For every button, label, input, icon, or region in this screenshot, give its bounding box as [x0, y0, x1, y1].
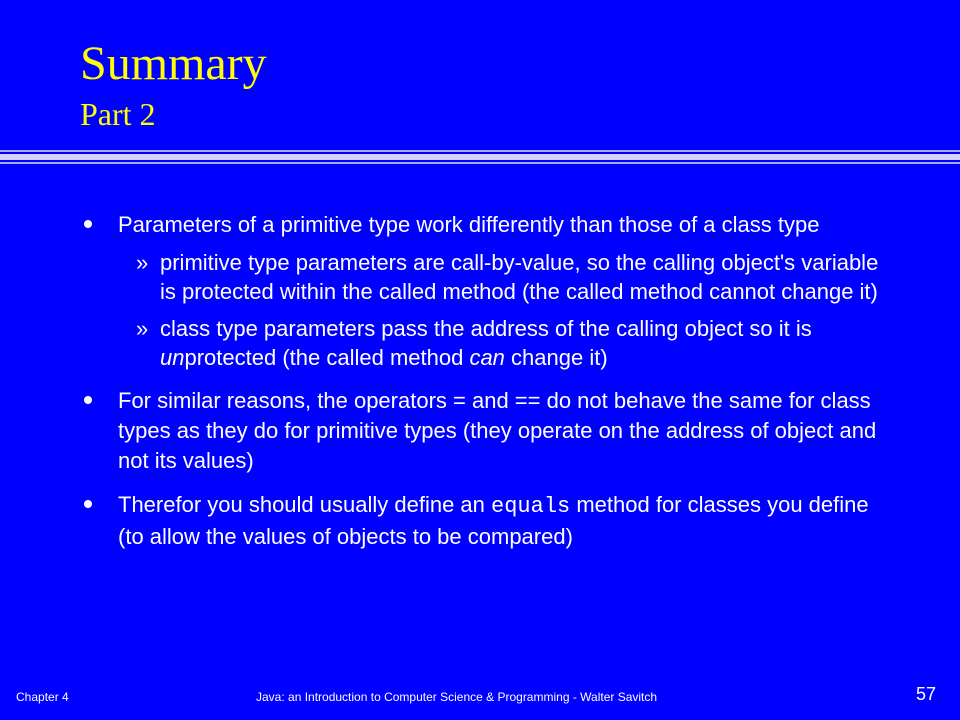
- divider-line: [0, 154, 960, 160]
- sub-bullet-marker: »: [136, 316, 149, 341]
- bullet-text: Therefor you should usually define an equals method for classes you define (to allow the values of objects to be compared): [118, 492, 869, 549]
- slide-subtitle: Part 2: [80, 96, 156, 132]
- sub-bullet-text: primitive type parameters are call-by-value, so the calling object's variable is protected within the called method (the called method cannot change it): [160, 250, 879, 304]
- code-text: equals: [491, 494, 571, 519]
- bullet-dot-icon: [84, 500, 92, 508]
- sub-bullet-marker: »: [136, 250, 149, 275]
- bullet-item: [80, 210, 900, 372]
- divider-line: [0, 162, 960, 164]
- bullet-item: [80, 490, 900, 552]
- bullet-dot-icon: [84, 396, 92, 404]
- bullet-item: [80, 386, 900, 476]
- bullet-text: For similar reasons, the operators = and == do not behave the same for class types as they do for primitive types (they operate on the address of object and not its values): [118, 388, 877, 473]
- slide-title: Summary: [80, 37, 267, 90]
- footer-chapter: Chapter 4: [16, 690, 69, 704]
- slide-content: [80, 210, 900, 566]
- divider-line: [0, 150, 960, 152]
- sub-bullet-text: class type parameters pass the address of the calling object so it is unprotected (the called method can change it): [160, 316, 812, 370]
- sub-bullet-item: [118, 314, 900, 372]
- bullet-text: Parameters of a primitive type work differently than those of a class type: [118, 212, 820, 237]
- emphasis-text: can: [469, 345, 505, 370]
- title-divider: [0, 150, 960, 166]
- bullet-dot-icon: [84, 220, 92, 228]
- sub-bullet-item: [118, 248, 900, 306]
- emphasis-text: un: [160, 345, 185, 370]
- page-number: 57: [915, 684, 936, 704]
- footer-book-title: Java: an Introduction to Computer Science & Programming - Walter Savitch: [256, 690, 658, 704]
